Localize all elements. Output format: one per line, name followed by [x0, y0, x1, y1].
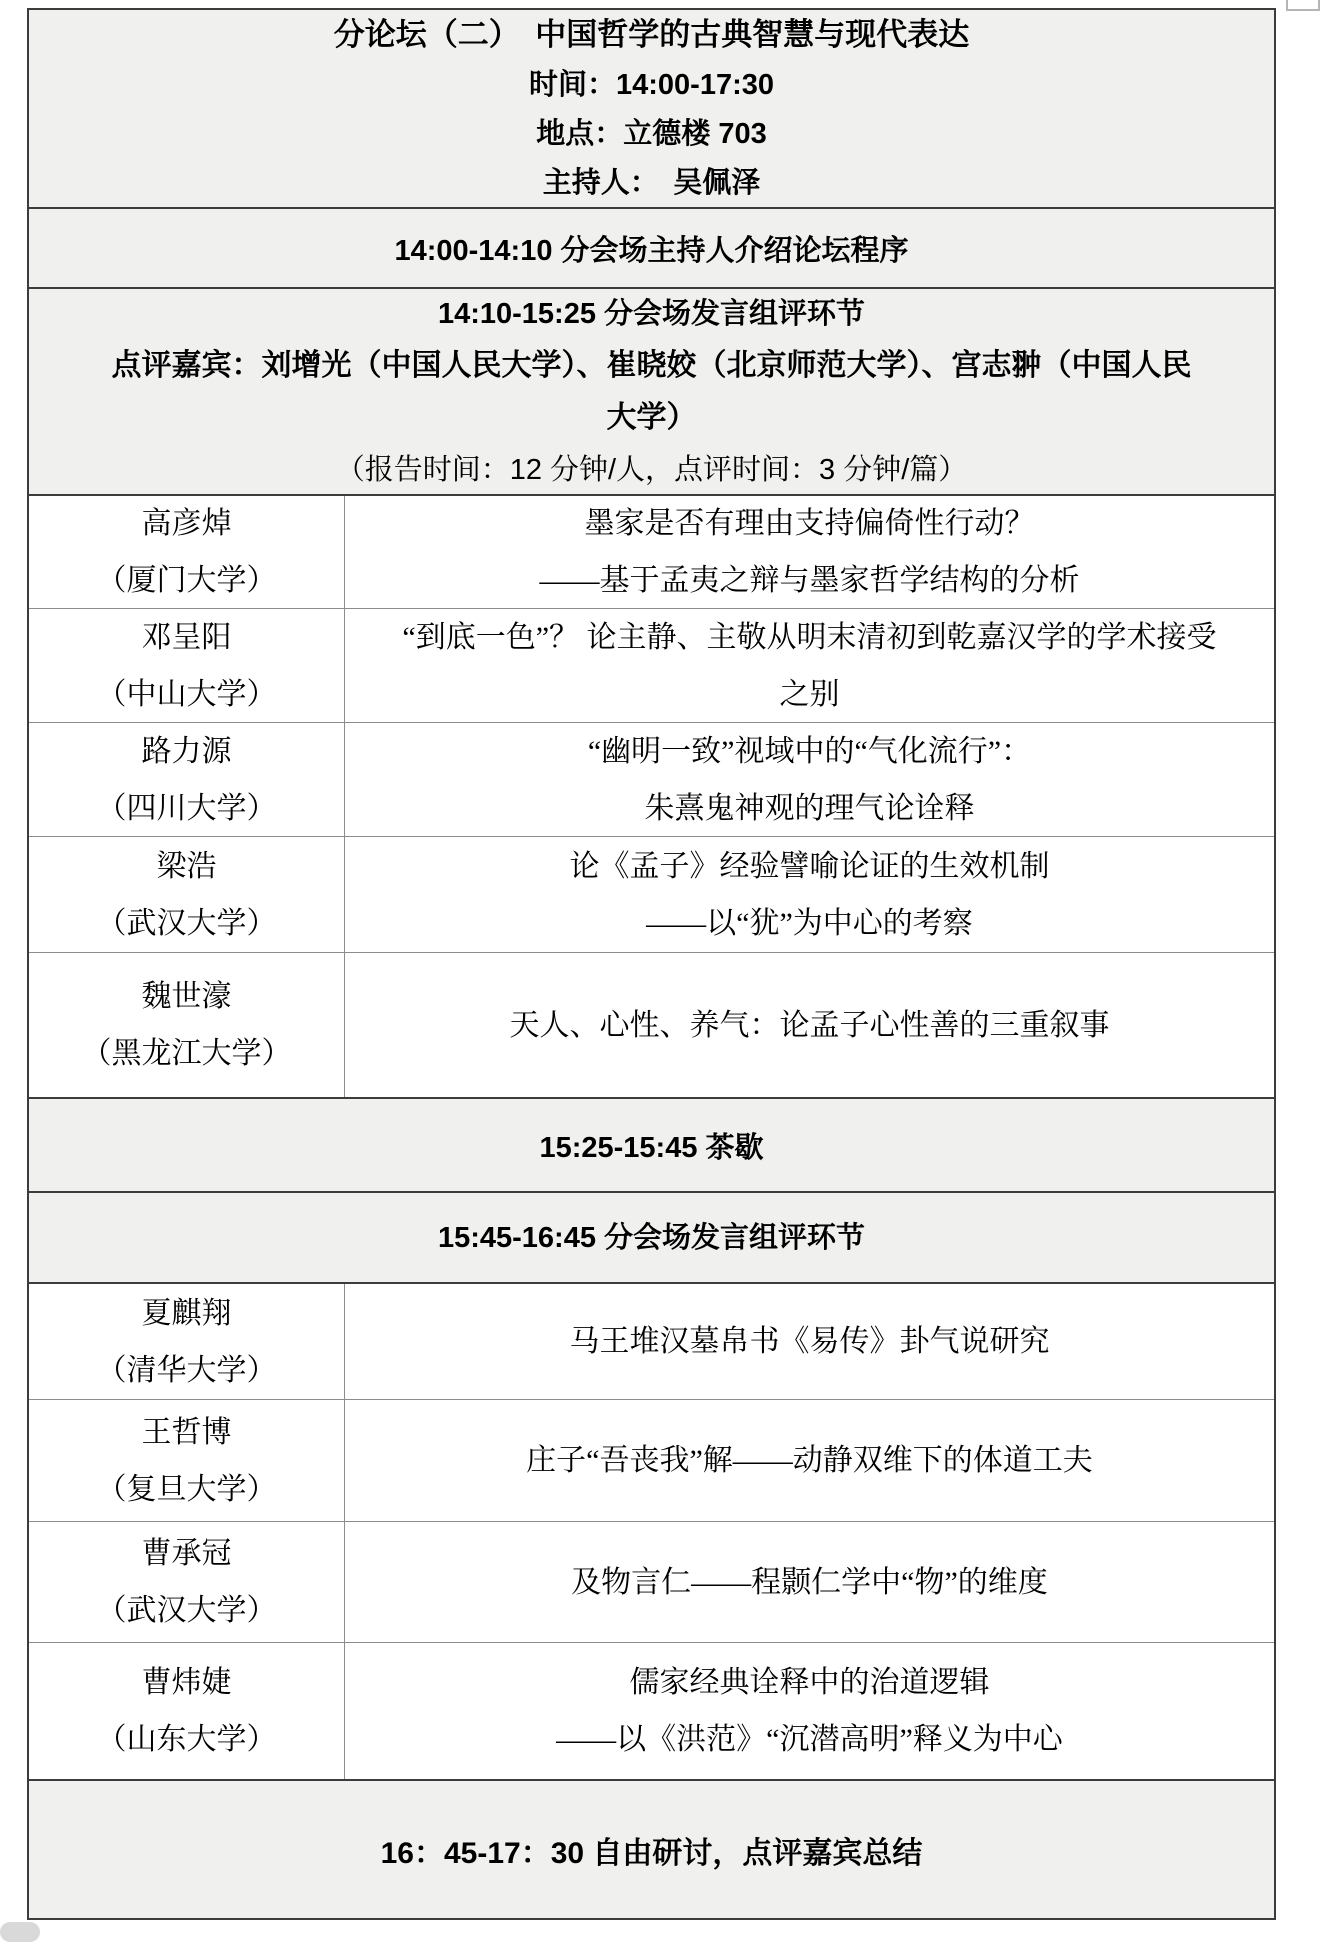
- speaker-affiliation: （武汉大学）: [96, 906, 277, 940]
- speaker-name: 王哲博: [141, 1415, 232, 1449]
- speaker-name: 夏麒翔: [141, 1296, 232, 1330]
- speaker-name: 魏世濠: [141, 980, 232, 1013]
- intro-label: 14:00-14:10 分会场主持人介绍论坛程序: [394, 234, 909, 267]
- speaker-name: 曹承冠: [141, 1537, 232, 1570]
- talk-title: 天人、心性、养气：论孟子心性善的三重叙事: [509, 1008, 1110, 1042]
- schedule-table: [27, 8, 1276, 1920]
- speaker-affiliation: （黑龙江大学）: [81, 1037, 292, 1070]
- speaker-affiliation: （清华大学）: [96, 1353, 277, 1387]
- talk-row: [29, 836, 1274, 952]
- talk-row: [29, 494, 1274, 608]
- talk-title: “幽明一致”视域中的“气化流行”： 朱熹鬼神观的理气论诠释: [587, 734, 1032, 825]
- speaker-cell: [29, 837, 345, 952]
- break-row: [29, 1097, 1274, 1191]
- break-label: 15:25-15:45 茶歇: [539, 1131, 764, 1164]
- talk-title: 马王堆汉墓帛书《易传》卦气说研究: [569, 1325, 1050, 1358]
- speaker-cell: [29, 609, 345, 722]
- speaker-cell: [29, 723, 345, 836]
- adjacent-page-fragment: [1286, 0, 1320, 11]
- talk-row: [29, 1521, 1274, 1642]
- session1-row: [29, 287, 1274, 494]
- talks2-list: [29, 1282, 1274, 1779]
- session1-heading: 14:10-15:25 分会场发言组评环节: [437, 297, 866, 330]
- session1-note: （报告时间：12 分钟/人，点评时间：3 分钟/篇）: [335, 453, 968, 486]
- forum-time: 时间：14:00-17:30: [529, 69, 774, 101]
- talk-title: 及物言仁——程颢仁学中“物”的维度: [571, 1565, 1048, 1599]
- intro-row: [29, 207, 1274, 287]
- talk-row: [29, 608, 1274, 722]
- talks1-list: [29, 494, 1274, 1097]
- session2-heading: 15:45-16:45 分会场发言组评环节: [437, 1221, 866, 1254]
- talk-row: [29, 722, 1274, 836]
- speaker-name: 高彦焯: [141, 507, 232, 540]
- talk-title: 儒家经典诠释中的治道逻辑 ——以《洪范》“沉潜高明”释义为中心: [556, 1666, 1063, 1756]
- forum-header: [29, 10, 1274, 207]
- speaker-affiliation: （武汉大学）: [96, 1594, 277, 1627]
- talk-title: “到底一色”？ 论主静、主敬从明末清初到乾嘉汉学的学术接受 之别: [402, 620, 1217, 711]
- talk-title: 论《孟子》经验譬喻论证的生效机制 ——以“犹”为中心的考察: [569, 849, 1050, 940]
- speaker-affiliation: （厦门大学）: [96, 564, 277, 597]
- speaker-affiliation: （山东大学）: [96, 1723, 277, 1756]
- speaker-cell: [29, 1400, 345, 1521]
- talk-row: [29, 952, 1274, 1097]
- talk-title: 庄子“吾丧我”解——动静双维下的体道工夫: [526, 1444, 1093, 1477]
- forum-host: 主持人： 吴佩泽: [542, 167, 761, 199]
- speaker-name: 梁浩: [156, 849, 217, 883]
- session2-row: [29, 1191, 1274, 1282]
- closing-row: [29, 1779, 1274, 1918]
- closing-label: 16：45-17：30 自由研讨，点评嘉宾总结: [380, 1836, 923, 1870]
- speaker-affiliation: （四川大学）: [96, 791, 277, 825]
- speaker-affiliation: （复旦大学）: [96, 1472, 277, 1506]
- speaker-cell: [29, 953, 345, 1097]
- speaker-cell: [29, 496, 345, 608]
- forum-venue: 地点：立德楼 703: [536, 118, 767, 150]
- speaker-cell: [29, 1284, 345, 1399]
- corner-pill: [0, 1922, 40, 1942]
- forum-title: 分论坛（二） 中国哲学的古典智慧与现代表达: [333, 17, 970, 52]
- talk-row: [29, 1282, 1274, 1399]
- talk-row: [29, 1399, 1274, 1521]
- speaker-cell: [29, 1522, 345, 1642]
- speaker-name: 路力源: [141, 734, 232, 768]
- talk-row: [29, 1642, 1274, 1779]
- talk-title: 墨家是否有理由支持偏倚性行动？ ——基于孟夷之辩与墨家哲学结构的分析: [539, 507, 1080, 597]
- session1-guests: 点评嘉宾：刘增光（中国人民大学）、崔晓姣（北京师范大学）、宫志翀（中国人民 大学）: [111, 348, 1192, 434]
- speaker-cell: [29, 1643, 345, 1779]
- speaker-name: 邓呈阳: [141, 620, 232, 654]
- speaker-affiliation: （中山大学）: [96, 677, 277, 711]
- speaker-name: 曹炜婕: [141, 1666, 232, 1699]
